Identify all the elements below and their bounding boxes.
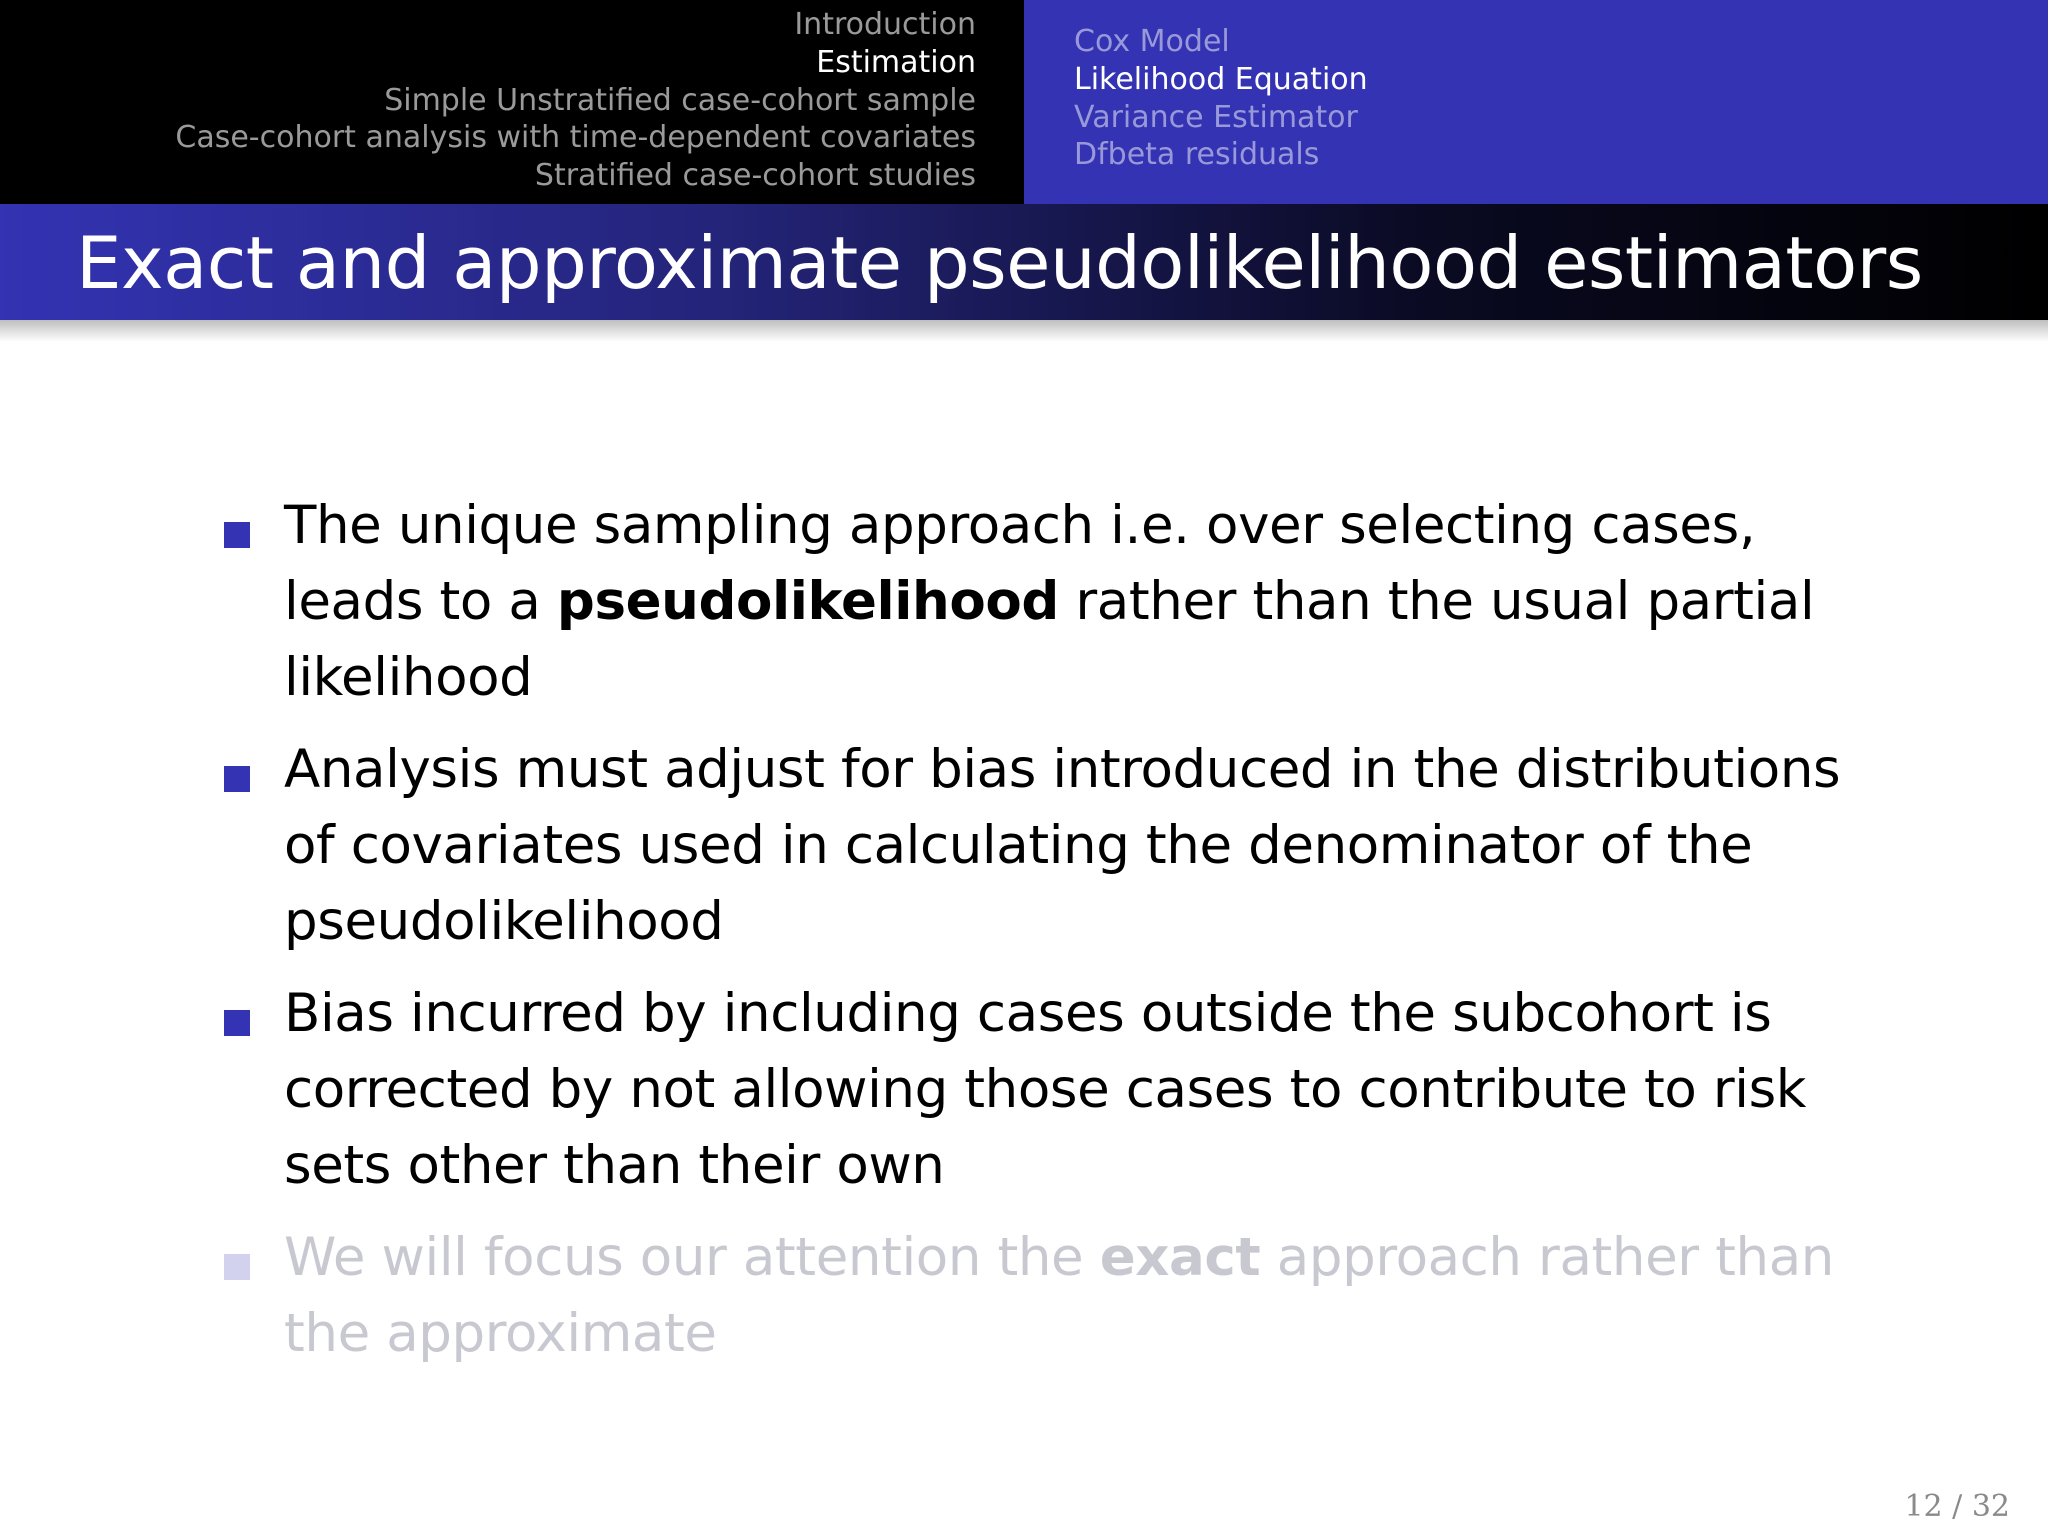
page-number: 12 / 32 — [1904, 1489, 2010, 1524]
nav-section-time-dependent[interactable]: Case-cohort analysis with time-dependent covariates — [175, 120, 976, 156]
nav-subsection-likelihood-equation[interactable]: Likelihood Equation — [1074, 61, 1368, 97]
bullet-text: approach rather than the approximate — [284, 1227, 1834, 1364]
bullet-bold-term: exact — [1099, 1227, 1261, 1288]
nav-subsection-variance-estimator[interactable]: Variance Estimator — [1074, 99, 1358, 135]
bullet-bold-term: pseudolikelihood — [556, 571, 1059, 632]
square-bullet-icon — [224, 1254, 250, 1280]
bullet-text: Bias incurred by including cases outside the subcohort is corrected by not allowing those cases to contribute to risk sets other than their own — [284, 983, 1807, 1196]
bullet-text: Analysis must adjust for bias introduced in the distributions of covariates used in calculating the denominator of the pseudolikelihood — [284, 739, 1841, 952]
bullet-text: rather than the usual partial likelihood — [284, 571, 1815, 708]
header-navigation — [0, 0, 2048, 204]
bullet-text: The unique sampling approach i.e. over selecting cases, leads to a — [284, 495, 1756, 632]
bullet-item-faded — [222, 1220, 1902, 1372]
title-bar — [0, 204, 2048, 320]
nav-subsection-cox-model[interactable]: Cox Model — [1074, 24, 1230, 59]
square-bullet-icon — [224, 766, 250, 792]
nav-section-introduction[interactable]: Introduction — [794, 7, 976, 42]
section-nav — [0, 0, 1024, 204]
bullet-list — [222, 488, 1902, 1388]
bullet-item — [222, 488, 1902, 716]
subsection-nav — [1024, 0, 2048, 204]
bullet-text: We will focus our attention the — [284, 1227, 1100, 1288]
nav-section-estimation[interactable]: Estimation — [816, 44, 976, 80]
nav-section-simple-unstratified[interactable]: Simple Unstratified case-cohort sample — [384, 82, 976, 118]
square-bullet-icon — [224, 522, 250, 548]
nav-section-stratified[interactable]: Stratified case-cohort studies — [534, 158, 976, 194]
nav-subsection-dfbeta-residuals[interactable]: Dfbeta residuals — [1074, 137, 1320, 173]
square-bullet-icon — [224, 1010, 250, 1036]
bullet-item — [222, 732, 1902, 960]
slide-title: Exact and approximate pseudolikelihood estimators — [76, 221, 1923, 305]
bullet-item — [222, 976, 1902, 1204]
